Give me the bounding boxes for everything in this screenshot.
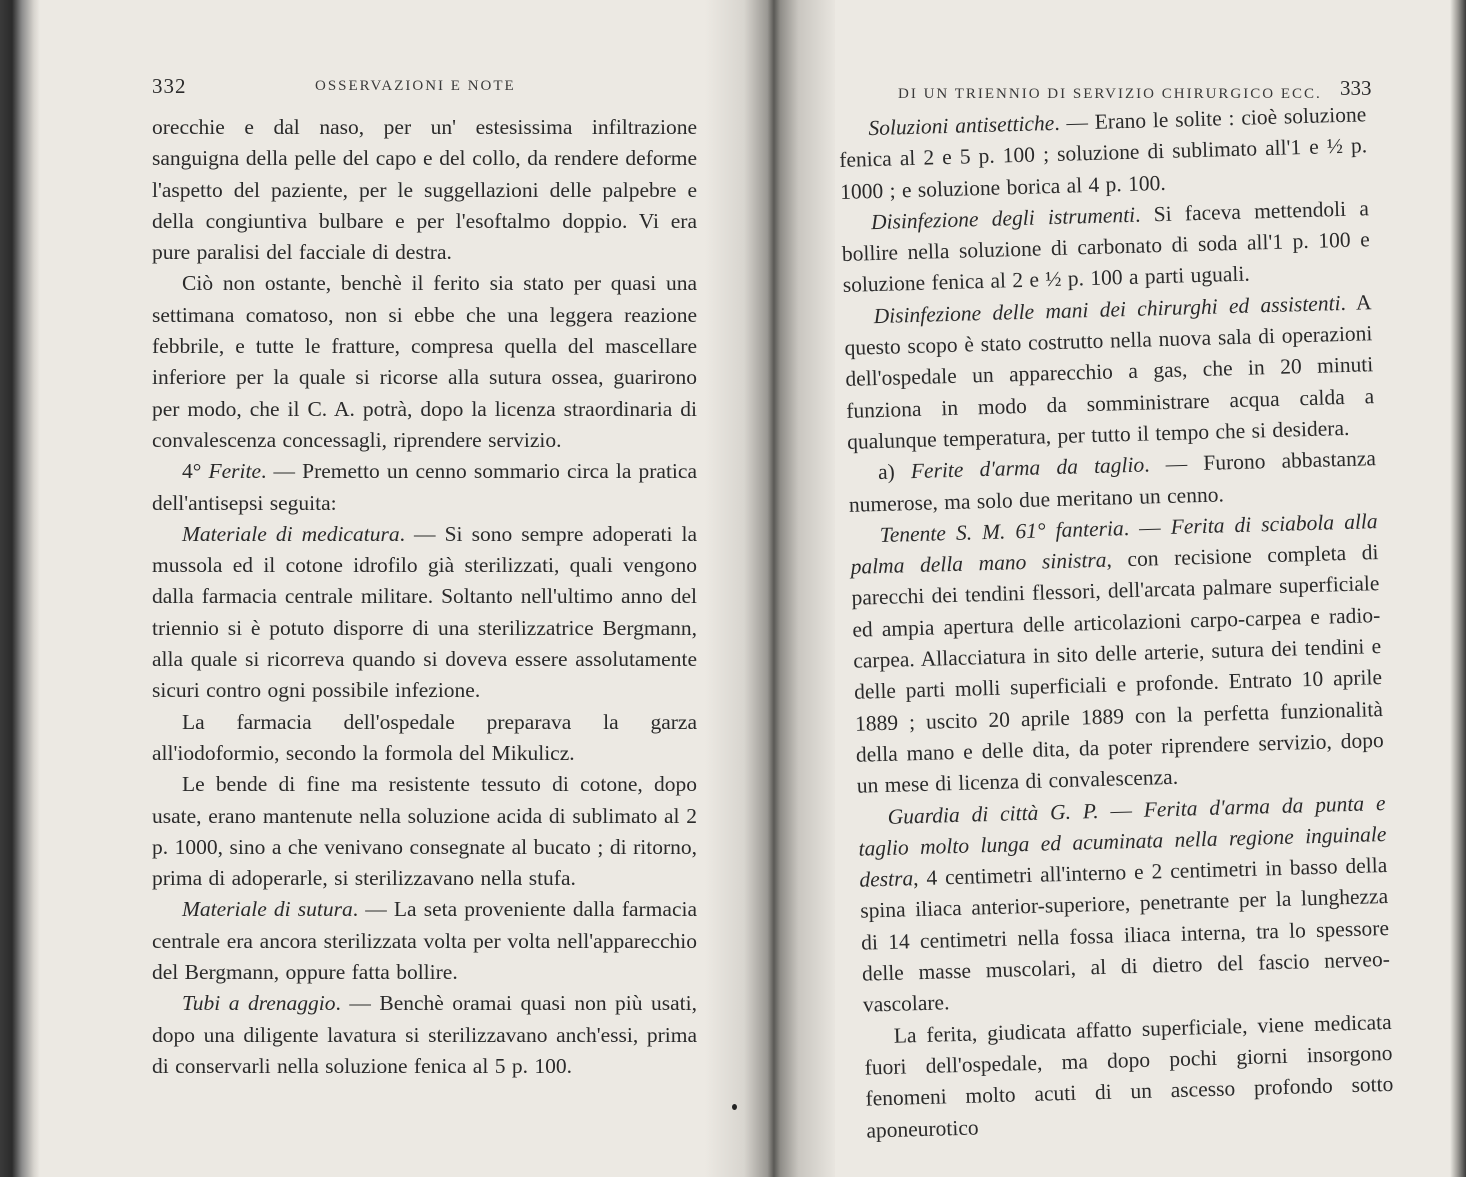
text-run: . — Erano le solite : cioè soluzione fenica al 2 e 5 p. 100 ; soluzione di sublimato all'1 e ½ p. 1000 ; e soluzione borica al 4 p. 100. [838,102,1368,204]
text-run: Ciò non ostante, benchè il ferito sia stato per quasi una settimana comatoso, non si ebbe che una leggera reazione febbrile, e tutte le fratture, compresa quella del mascellare inferiore per la quale si ricorse alla sutura ossea, guarirono per modo, che il C. A. potrà, dopo la licenza straordinaria di convalescenza concessagli, riprendere servizio. [152,271,697,452]
italic-run: Materiale di sutura [182,897,353,922]
ink-speck [732,1104,737,1110]
paragraph [849,506,1385,802]
text-run: . — La seta proveniente dalla farmacia centrale era ancora sterilizzata volta per volta nell'apparecchio del Bergmann, oppure fatta bollire. [152,897,698,985]
text-run: a) [877,459,912,485]
italic-run: Materiale di medicatura [182,521,400,546]
text-run: . A questo scopo è stato costrutto nella nuova sala di operazioni dell'ospedale un apparecchio a gas, che in 20 minuti funziona in modo da somministrare acqua calda a qualunque temperatura, per tutto il tempo che si desidera. [844,289,1375,454]
running-head: DI UN TRIENNIO DI SERVIZIO CHIRURGICO ECC. [898,86,1322,102]
book-gutter [705,0,835,1177]
body-text [838,99,1395,1146]
text-run: , 4 centimetri all'interno e 2 centimetri in basso della spina iliaca anterior-superiore, penetrante per la lunghezza di 14 centimetri nella fossa iliaca interna, tra lo spessore delle masse muscolari, al di dietro del fascio nerveo-vascolare. [859,853,1391,1017]
paragraph [152,112,697,268]
text-run: . — Si sono sempre adoperati la mussola ed il cotone idrofilo già sterilizzati, quali vengono dalla farmacia centrale militare. Soltanto nell'ultimo anno del triennio si è potuto disporre di una sterilizzatrice Bergmann, alla quale si ricorreva quando si doveva essere assolutamente sicuri contro ogni possibile infezione. [152,521,697,703]
italic-run: Ferita d'arma da punta e taglio molto lunga ed acuminata nella regione inguinale destra [858,790,1387,892]
text-run: . — Premetto un cenno sommario circa la pratica dell'antisepsi seguita: [152,459,697,515]
paragraph [841,193,1371,302]
text-run: orecchie e dal naso, per un' estesissima infiltrazione sanguigna della pelle del capo e del collo, da rendere deforme l'aspetto del paziente, per le suggellazioni delle palpebre e della congiuntiva bulbare e per l'esoftalmo doppio. Vi era pure paralisi del facciale di destra. [152,115,697,265]
text-run: La farmacia dell'ospedale preparava la garza all'iodoformio, secondo la formola del Mikulicz. [152,709,697,765]
text-run: 4° [182,459,209,484]
text-run: . — Furono abbastanza numerose, ma solo due meritano un cenno. [848,446,1377,517]
page-number: 332 [152,74,187,98]
body-text [152,112,697,1082]
italic-run: Tenente S. M. 61° fanteria [879,516,1124,547]
binding-edge-right [1450,0,1466,1177]
text-run: La ferita, giudicata affatto superficiale, viene medicata fuori dell'ospedale, ma dopo pochi giorni insorgono fenomeni molto acuti di un ascesso profondo sotto aponeurotico [864,1009,1394,1143]
paragraph [838,99,1368,208]
text-run: Le bende di fine ma resistente tessuto di cotone, dopo usate, erano mantenute nella soluzione acida di sublimato al 2 p. 1000, sino a che venivano consegnate al bucato ; di ritorno, prima di adoperarle, si sterilizzavano nella stufa. [152,772,697,891]
running-head: OSSERVAZIONI E NOTE [315,78,516,94]
text-run: . — Benchè oramai quasi non più usati, dopo una diligente lavatura si sterilizzavano anch'essi, prima di conservarli nella soluzione fenica al 5 p. 100. [152,991,697,1078]
italic-run: Disinfezione degli istrumenti [870,202,1136,235]
paragraph [152,268,697,456]
italic-run: Ferita di sciabola alla palma della mano sinistra [850,508,1378,579]
left-page [60,0,710,1177]
right-page [830,0,1450,1177]
text-run: , con recisione completa di parecchi dei tendini flessori, dell'arcata palmare superficiale ed ampia apertura delle articolazioni carpo-carpea e radio-carpea. Allacciatura in sito delle arterie, sutura dei tendini e delle parti molli superficiali e profonde. Entrato 10 aprile 1889 ; uscito 20 aprile 1889 con la perfetta funzionalità della mano e delle dita, da poter riprendere servizio, dopo un mese di licenza di convalescenza. [851,540,1385,798]
binding-edge-left [0,0,40,1177]
italic-run: Guardia di città G. P. [887,798,1099,829]
italic-run: Tubi a drenaggio [182,991,336,1016]
paragraph [152,519,697,707]
paragraph [152,894,697,988]
text-run: . Si faceva mettendoli a bollire nella soluzione di carbonato di soda all'1 p. 100 e soluzione fenica al 2 e ½ p. 100 a parti uguali. [841,196,1371,298]
paragraph [152,707,697,770]
paragraph [857,788,1391,1022]
text-run: . — [1123,514,1171,541]
paragraph [152,456,697,519]
text-run: — [1098,797,1145,823]
page-number: 333 [1340,76,1372,100]
italic-run: Soluzioni antisettiche [868,110,1055,141]
italic-run: Disinfezione delle mani dei chirurghi ed assistenti [873,290,1341,328]
paragraph [843,287,1375,458]
paragraph [863,1007,1394,1147]
paragraph [152,988,697,1082]
italic-run: Ferite d'arma da taglio [910,452,1145,484]
italic-run: Ferite [208,459,262,484]
paragraph [152,769,697,894]
